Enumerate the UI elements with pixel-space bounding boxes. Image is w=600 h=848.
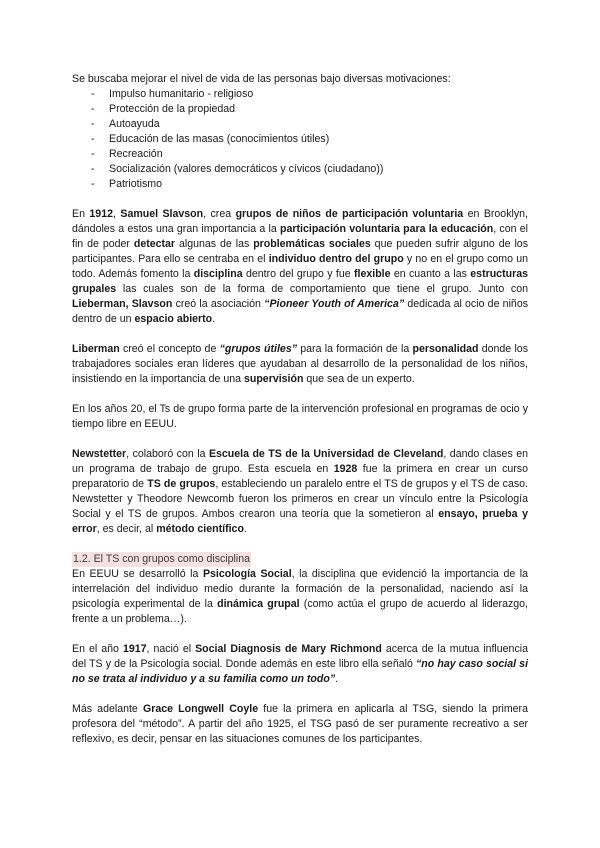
document-page: [72, 72, 528, 747]
emphasis-text: 1917: [122, 643, 147, 655]
paragraph-anos-20: En los años 20, el Ts de grupo forma parte de la intervención profesional en programas de ocio y tiempo libre en EEUU.: [72, 403, 528, 430]
body-text: , colaboró con la: [126, 448, 209, 460]
section-heading-row: [72, 552, 528, 567]
body-text: (como actúa el grupo de acuerdo al liderazgo, frente a un problema…).: [72, 598, 529, 625]
emphasis-text: Liberman: [72, 343, 120, 355]
section-heading: 1.2. El TS con grupos como disciplina: [73, 553, 251, 565]
body-text: dedicada al ocio de niños dentro de un: [72, 298, 529, 325]
emphasis-text: TS de grupos: [147, 478, 216, 490]
emphasis-text: Samuel Slavson: [120, 208, 204, 220]
emphasis-text: Escuela de TS de la Universidad de Cleveland: [208, 448, 444, 460]
body-text: fue la primera en aplicarla al TSG, siendo la primera profesora del “método”. A partir del año 1925, el TSG pasó de ser puramente recreativo a ser reflexivo, es decir, pensar en las situaciones comunes de los participantes.: [72, 703, 528, 745]
emphasis-text: problemáticas sociales: [253, 238, 371, 250]
emphasis-text: grupos de niños de participación voluntaria: [235, 208, 464, 220]
body-text: para la formación de la: [297, 343, 413, 355]
list-item: - Protección de la propiedad: [72, 102, 528, 117]
list-item: - Socialización (valores democráticos y cívicos (ciudadano)): [72, 162, 528, 177]
emphasis-text: Psicología Social: [202, 568, 292, 580]
emphasis-text: dinámica grupal: [217, 598, 300, 610]
emphasis-text: Newstetter: [72, 448, 127, 460]
body-text: , dando clases en un programa de trabajo de grupo. Esta escuela en: [72, 448, 528, 475]
body-text: .: [212, 313, 216, 325]
motivations-list: [72, 87, 528, 192]
emphasis-text: 1912: [89, 208, 113, 220]
body-text: creó el concepto de: [119, 343, 220, 355]
emphasis-text: “no hay caso social si no se trata al individuo y a su familia como un todo”: [72, 658, 529, 685]
paragraph-coyle: [72, 702, 528, 747]
emphasis-text: disciplina: [193, 268, 243, 280]
body-text: fue la primera en crear un curso preparatorio de: [72, 463, 529, 490]
body-text: .: [335, 673, 339, 685]
body-text: , con el fin de poder: [72, 223, 528, 250]
body-text: algunas de las: [175, 238, 254, 250]
body-text: donde los trabajadores sociales eran líderes que ayudaban al desarrollo de la personalidad de los niños, insistiendo en la importancia de una: [72, 343, 528, 385]
emphasis-text: 1928: [333, 463, 358, 475]
list-item: - Recreación: [72, 147, 528, 162]
body-text: , nació el: [146, 643, 196, 655]
emphasis-text: flexible: [354, 268, 391, 280]
emphasis-text: Grace Longwell Coyle: [142, 703, 259, 715]
body-text: en Brooklyn, dándoles a estos una gran importancia a la: [72, 208, 528, 235]
body-text: En EEUU se desarrolló la: [72, 568, 203, 580]
emphasis-text: individuo dentro del grupo: [268, 253, 404, 265]
emphasis-text: Social Diagnosis de Mary Richmond: [195, 643, 382, 655]
body-text: y no en el grupo como un todo. Además fomento la: [72, 253, 528, 280]
body-text: , es decir, al: [96, 523, 157, 535]
emphasis-text: personalidad: [412, 343, 479, 355]
body-text: Más adelante: [72, 703, 143, 715]
body-text: dentro del grupo y fue: [242, 268, 354, 280]
body-text: creó la asociación: [172, 298, 265, 310]
body-text: En: [72, 208, 90, 220]
list-item: - Autoayuda: [72, 117, 528, 132]
body-text: , crea: [203, 208, 236, 220]
emphasis-text: estructuras grupales: [72, 268, 528, 295]
emphasis-text: detectar: [133, 238, 176, 250]
emphasis-text: “grupos útiles”: [219, 343, 298, 355]
paragraph-liberman: [72, 342, 528, 387]
body-text: .: [243, 523, 247, 535]
emphasis-text: ensayo, prueba y error: [72, 508, 528, 535]
emphasis-text: “Pioneer Youth of America”: [264, 298, 405, 310]
body-text: en cuanto a las: [390, 268, 471, 280]
body-text: acerca de la mutua influencia del TS y de la Psicología social. Donde además en este libro ella señaló: [72, 643, 528, 670]
paragraph-newstetter: [72, 447, 528, 537]
emphasis-text: espacio abierto: [134, 313, 213, 325]
intro-text: Se buscaba mejorar el nivel de vida de las personas bajo diversas motivaciones:: [72, 73, 451, 85]
list-item: - Educación de las masas (conocimientos útiles): [72, 132, 528, 147]
emphasis-text: método científico: [156, 523, 244, 535]
emphasis-text: Lieberman, Slavson: [72, 298, 173, 310]
body-text: las cuales son de la forma de comportamiento que tiene el grupo. Junto con: [116, 283, 528, 295]
emphasis-text: participación voluntaria para la educación: [280, 223, 494, 235]
body-text: que sea de un experto.: [303, 373, 415, 385]
body-text: ,: [112, 208, 121, 220]
paragraph-psicologia-social: [72, 567, 528, 627]
paragraph-slavson: [72, 207, 528, 327]
list-item: - Impulso humanitario - religioso: [72, 87, 528, 102]
paragraph-richmond: [72, 642, 528, 687]
body-text: En el año: [72, 643, 123, 655]
body-text: , estableciendo un paralelo entre el TS de grupos y el TS de caso. Newstetter y Theodore Newcomb fueron los primeros en crear un vínculo entre la Psicología Social y el TS de grupos. Ambos crearon una teoría que la sometieron al: [72, 478, 529, 520]
body-text: que pueden sufrir alguno de los participantes. Para ello se centraba en el: [72, 238, 528, 265]
emphasis-text: supervisión: [243, 373, 304, 385]
list-item: - Patriotismo: [72, 177, 528, 192]
body-text: , la disciplina que evidenció la importancia de la interrelación del individuo medio durante la formación de la personalidad, naciendo así la psicología experimental de la: [72, 568, 529, 610]
